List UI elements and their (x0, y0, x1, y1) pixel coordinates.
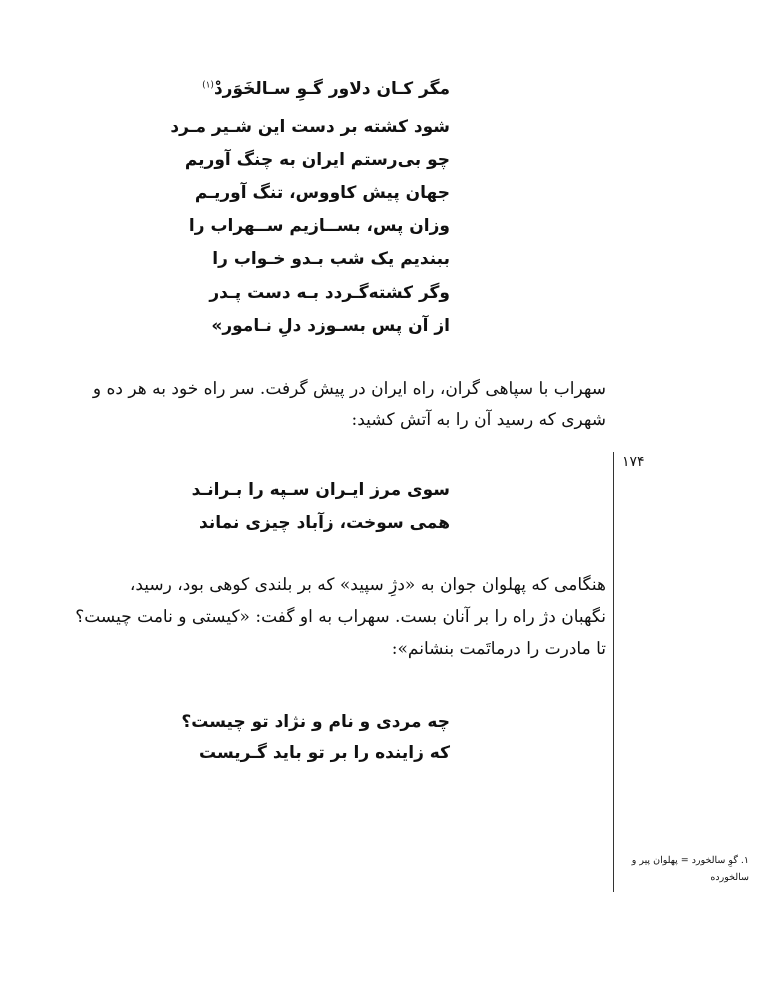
poem-1-line-3: چو بی‌رستم ایران به چنگ آوریم (184, 150, 450, 170)
poem-3-line-2: که زاینده را بر تو باید گـریست (198, 743, 450, 763)
poem-2-line-2: همی سوخت، زآباد چیزی نماند (199, 513, 450, 533)
poem-1-line-5: وزان پس، بســازیم ســهراب را (188, 216, 450, 236)
prose-1-line-2: شهری که رسید آن را به آتش کشید: (351, 410, 606, 430)
footnote-line-1: ۱. گوِ سالخورد = پهلوان پیر و (631, 855, 749, 866)
poem-3-line-1: چه مردی و نام و نژاد تو چیست؟ (181, 712, 450, 732)
prose-2-line-2: نگهبان دژ راه را بر آنان بست. سهراب به او گفت: «کیستی و نامت چیست؟ (75, 607, 606, 627)
poem-2-line-1: سوی مرز ایـران سـپه را بـرانـد (191, 480, 450, 500)
prose-2-line-1: هنگامی که پهلوان جوان به «دژِ سپید» که بر بلندی کوهی بود، رسید، (129, 575, 606, 595)
prose-2-line-3: تا مادرت را درماتَمت بنشانم»: (391, 639, 606, 659)
poem-1-line-4: جهان پیش کاووس، تنگ آوریـم (194, 183, 450, 203)
poem-1-line-1-text: مگر کـان دلاور گـوِ سـالخَوَردْ (213, 79, 450, 99)
poem-1-line-8: از آن پس بسـوزد دلِ نـامور» (211, 316, 450, 336)
margin-divider (613, 452, 614, 892)
page-number: ۱۷۴ (622, 454, 645, 470)
poem-1-line-2: شود کشته بر دست این شـیر مـرد (170, 117, 450, 137)
footnote-marker: (۱) (202, 80, 214, 91)
poem-1-line-6: ببندیم یک شب بـدو خـواب را (212, 249, 450, 269)
footnote-line-2: سالخورده (710, 872, 749, 883)
poem-1-line-7: وگر کشته‌گـردد بـه دست پـدر (209, 283, 450, 303)
prose-1-line-1: سهراب با سپاهی گران، راه ایران در پیش گرفت. سر راه خود به هر ده و (92, 379, 606, 399)
poem-1-line-1 (202, 79, 450, 99)
